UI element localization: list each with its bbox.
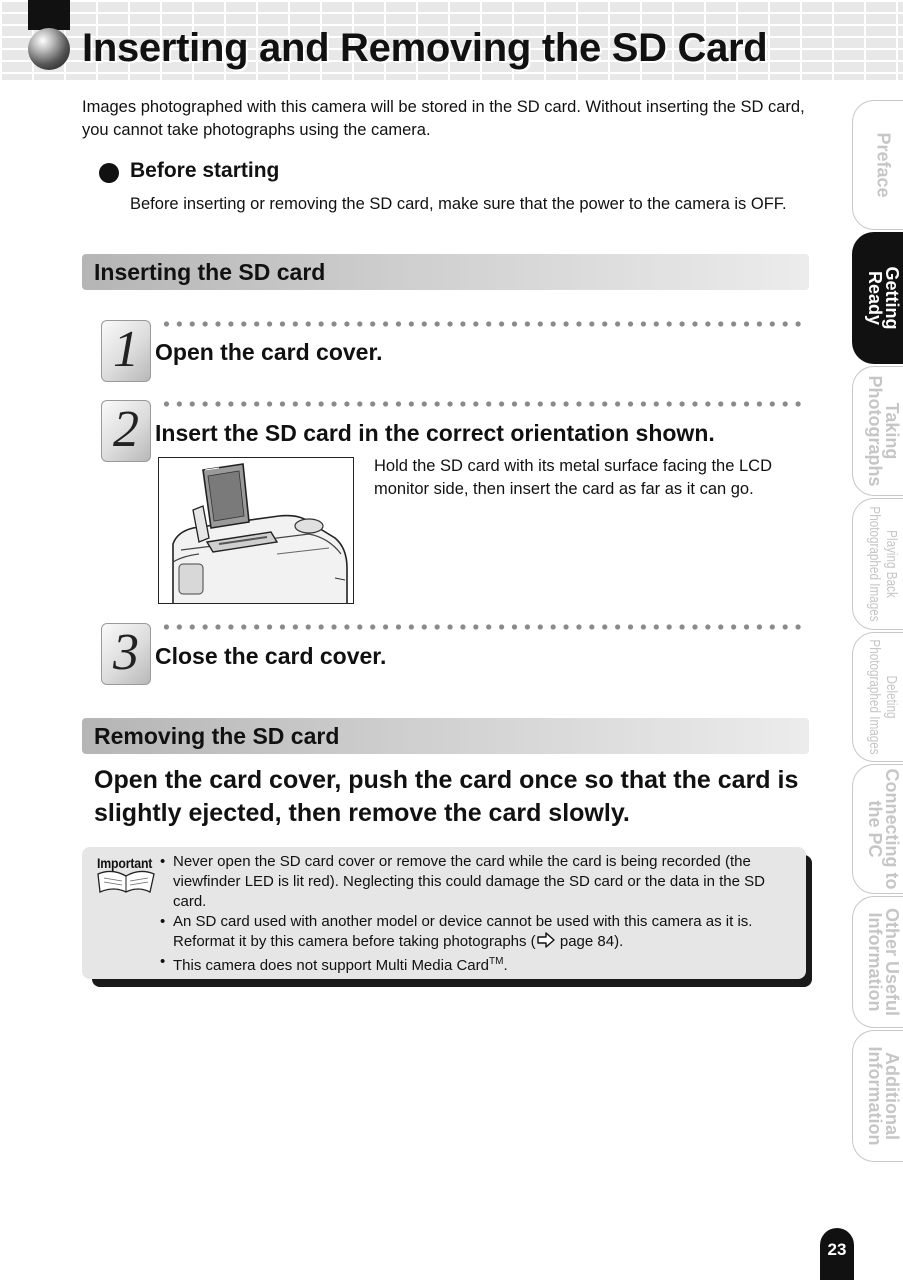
tab-connecting-pc[interactable]: Connecting to the PC — [852, 764, 903, 894]
removing-instruction: Open the card cover, push the card once so that the card is slightly ejected, then remove the card slowly. — [94, 766, 799, 827]
step-number-3: 3 — [101, 623, 151, 685]
sd-card-insertion-illustration — [158, 457, 354, 604]
step-label-3: Close the card cover. — [155, 643, 387, 669]
step-label-1: Open the card cover. — [155, 339, 383, 365]
step-label-2: Insert the SD card in the correct orientation shown. — [155, 420, 715, 446]
section-title-inserting: Inserting the SD card — [94, 259, 326, 285]
tab-getting-ready[interactable]: Getting Ready — [852, 232, 903, 364]
tab-deleting[interactable]: Deleting Photographed Images — [852, 632, 903, 762]
sphere-icon — [28, 28, 70, 70]
tab-playing-back[interactable]: Playing Back Photographed Images — [852, 498, 903, 630]
header-tab-bar — [28, 0, 70, 30]
right-arrow-icon — [537, 932, 555, 948]
step-number-1: 1 — [101, 320, 151, 382]
step-number-2: 2 — [101, 400, 151, 462]
page-number: 23 — [820, 1228, 854, 1280]
important-item-1: • Never open the SD card cover or remove the card while the card is being recorded (the viewfinder LED is lit red). Neglecting this could damage the SD card or the data in the SD card. — [160, 852, 800, 912]
important-item-3: • This camera does not support Multi Media Card™. — [160, 952, 800, 976]
page-reference[interactable]: page 84). — [555, 933, 624, 950]
before-starting-heading: Before starting — [130, 159, 280, 182]
intro-text: Images photographed with this camera will be stored in the SD card. Without inserting the SD card, you cannot take photographs using the camera. — [82, 98, 805, 139]
important-item-2: • An SD card used with another model or device cannot be used with this camera as it is. Reformat it by this camera before taking photographs ( page 84). — [160, 912, 800, 952]
tab-taking-photographs[interactable]: Taking Photographs — [852, 366, 903, 496]
dotted-divider — [160, 320, 805, 328]
filled-circle-icon — [99, 163, 119, 183]
camera-sd-card-icon — [159, 458, 354, 604]
section-header-inserting — [82, 254, 809, 290]
open-book-icon — [96, 868, 156, 894]
page-title: Inserting and Removing the SD Card — [82, 26, 768, 70]
step-2-detail: Hold the SD card with its metal surface facing the LCD monitor side, then insert the card as far as it can go. — [374, 457, 773, 498]
important-label: Important — [97, 855, 153, 871]
dotted-divider — [160, 623, 805, 631]
tab-preface[interactable]: Preface — [852, 100, 903, 230]
tab-additional[interactable]: Additional Information — [852, 1030, 903, 1162]
tab-other-useful[interactable]: Other Useful Information — [852, 896, 903, 1028]
section-title-removing: Removing the SD card — [94, 723, 340, 749]
before-starting-text: Before inserting or removing the SD card, make sure that the power to the camera is OFF. — [130, 195, 787, 213]
section-header-removing — [82, 718, 809, 754]
important-list — [160, 852, 800, 976]
dotted-divider — [160, 400, 805, 408]
